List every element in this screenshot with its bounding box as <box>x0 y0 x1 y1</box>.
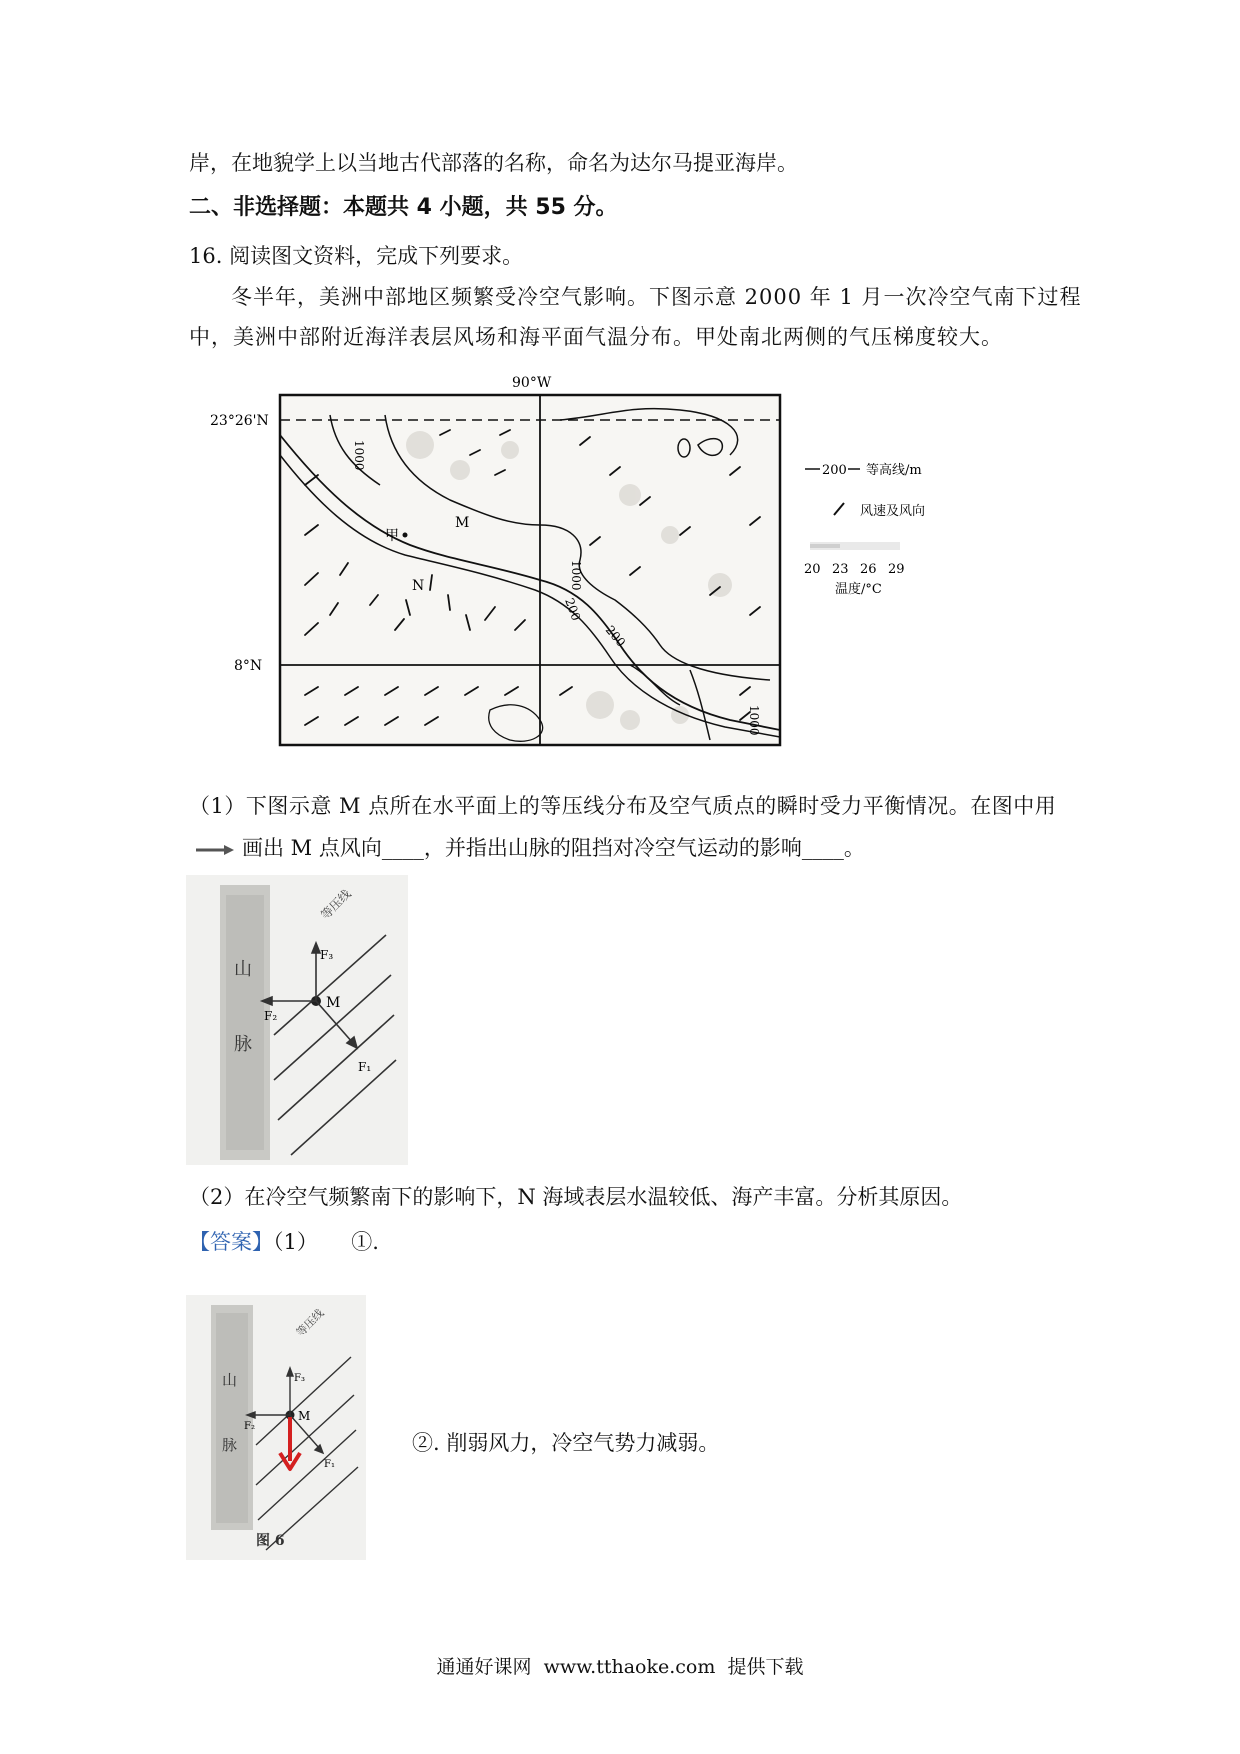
answer-mountain-label-top: 山 <box>222 1371 238 1389</box>
point-m-label: M <box>326 995 341 1011</box>
answer-part-1: （1） ①. <box>273 1230 379 1254</box>
label-m: M <box>455 515 470 531</box>
label-n: N <box>412 578 425 594</box>
contour-label-200-b: 200 <box>602 622 629 650</box>
question-1-line-1: （1）下图示意 M 点所在水平面上的等压线分布及空气质点的瞬时受力平衡情况。在图中用 <box>189 794 1057 818</box>
contour-label-200-a: 200 <box>562 596 584 623</box>
question-16-intro: 16. 阅读图文资料，完成下列要求。 <box>189 244 524 268</box>
legend-temp-26: 26 <box>860 562 877 577</box>
latitude-top-label: 23°26'N <box>210 413 269 429</box>
force-f1-label: F₁ <box>358 1060 372 1074</box>
legend-wind-text: 风速及风向 <box>860 504 926 519</box>
mountain-label-bottom: 脉 <box>234 1034 252 1055</box>
force-f2-label: F₂ <box>264 1009 278 1023</box>
continuation-line: 岸，在地貌学上以当地古代部落的名称，命名为达尔马提亚海岸。 <box>189 151 798 175</box>
legend-temp-20: 20 <box>804 562 821 577</box>
section-heading: 二、非选择题：本题共 4 小题，共 55 分。 <box>189 195 618 220</box>
wind-temperature-map <box>210 375 970 785</box>
label-jia: 甲 <box>385 528 399 544</box>
mountain-label-top: 山 <box>234 959 252 980</box>
legend-temp-23: 23 <box>832 562 849 577</box>
question-16-paragraph-2: 中，美洲中部附近海洋表层风场和海平面气温分布。甲处南北两侧的气压梯度较大。 <box>189 325 1003 349</box>
answer-tag: 【答案】 <box>189 1230 273 1254</box>
force-diagram-answer <box>186 1295 366 1560</box>
legend-temp-29: 29 <box>888 562 905 577</box>
latitude-mid-label: 8°N <box>234 658 263 674</box>
answer-mountain-label-bottom: 脉 <box>222 1436 238 1454</box>
contour-label-1000-b: 1000 <box>569 560 583 591</box>
answer-force-f1-label: F₁ <box>324 1459 335 1470</box>
question-1-line-2 <box>194 833 865 863</box>
long-arrow-icon <box>194 843 236 857</box>
answer-part-2: ②. 削弱风力，冷空气势力减弱。 <box>412 1431 720 1455</box>
question-2-line: （2）在冷空气频繁南下的影响下，N 海域表层水温较低、海产丰富。分析其原因。 <box>189 1185 963 1209</box>
legend-contour-value: 200 <box>822 463 847 478</box>
answer-isobar-label: 等压线 <box>293 1306 327 1340</box>
force-diagram-question <box>186 875 408 1165</box>
answer-force-f2-label: F₂ <box>244 1421 255 1432</box>
question-1-line-2-text: 画出 M 点风向____，并指出山脉的阻挡对冷空气运动的影响____。 <box>242 836 865 860</box>
legend-contour-text: 等高线/m <box>866 463 922 478</box>
page-footer: 通通好课网 www.tthaoke.com 提供下载 <box>436 1656 804 1678</box>
longitude-label: 90°W <box>512 375 552 391</box>
isobar-label: 等压线 <box>318 886 354 923</box>
question-16-paragraph-1: 冬半年，美洲中部地区频繁受冷空气影响。下图示意 2000 年 1 月一次冷空气南下过程 <box>231 285 1082 309</box>
contour-label-1000-c: 1000 <box>747 705 761 736</box>
answer-line <box>189 1227 379 1257</box>
force-f3-label: F₃ <box>320 948 334 962</box>
legend-temp-label: 温度/°C <box>835 582 882 597</box>
figure-caption: 图 6 <box>256 1533 285 1549</box>
answer-force-f3-label: F₃ <box>294 1373 305 1384</box>
contour-label-1000-a: 1000 <box>352 440 366 471</box>
answer-point-m-label: M <box>298 1409 311 1423</box>
